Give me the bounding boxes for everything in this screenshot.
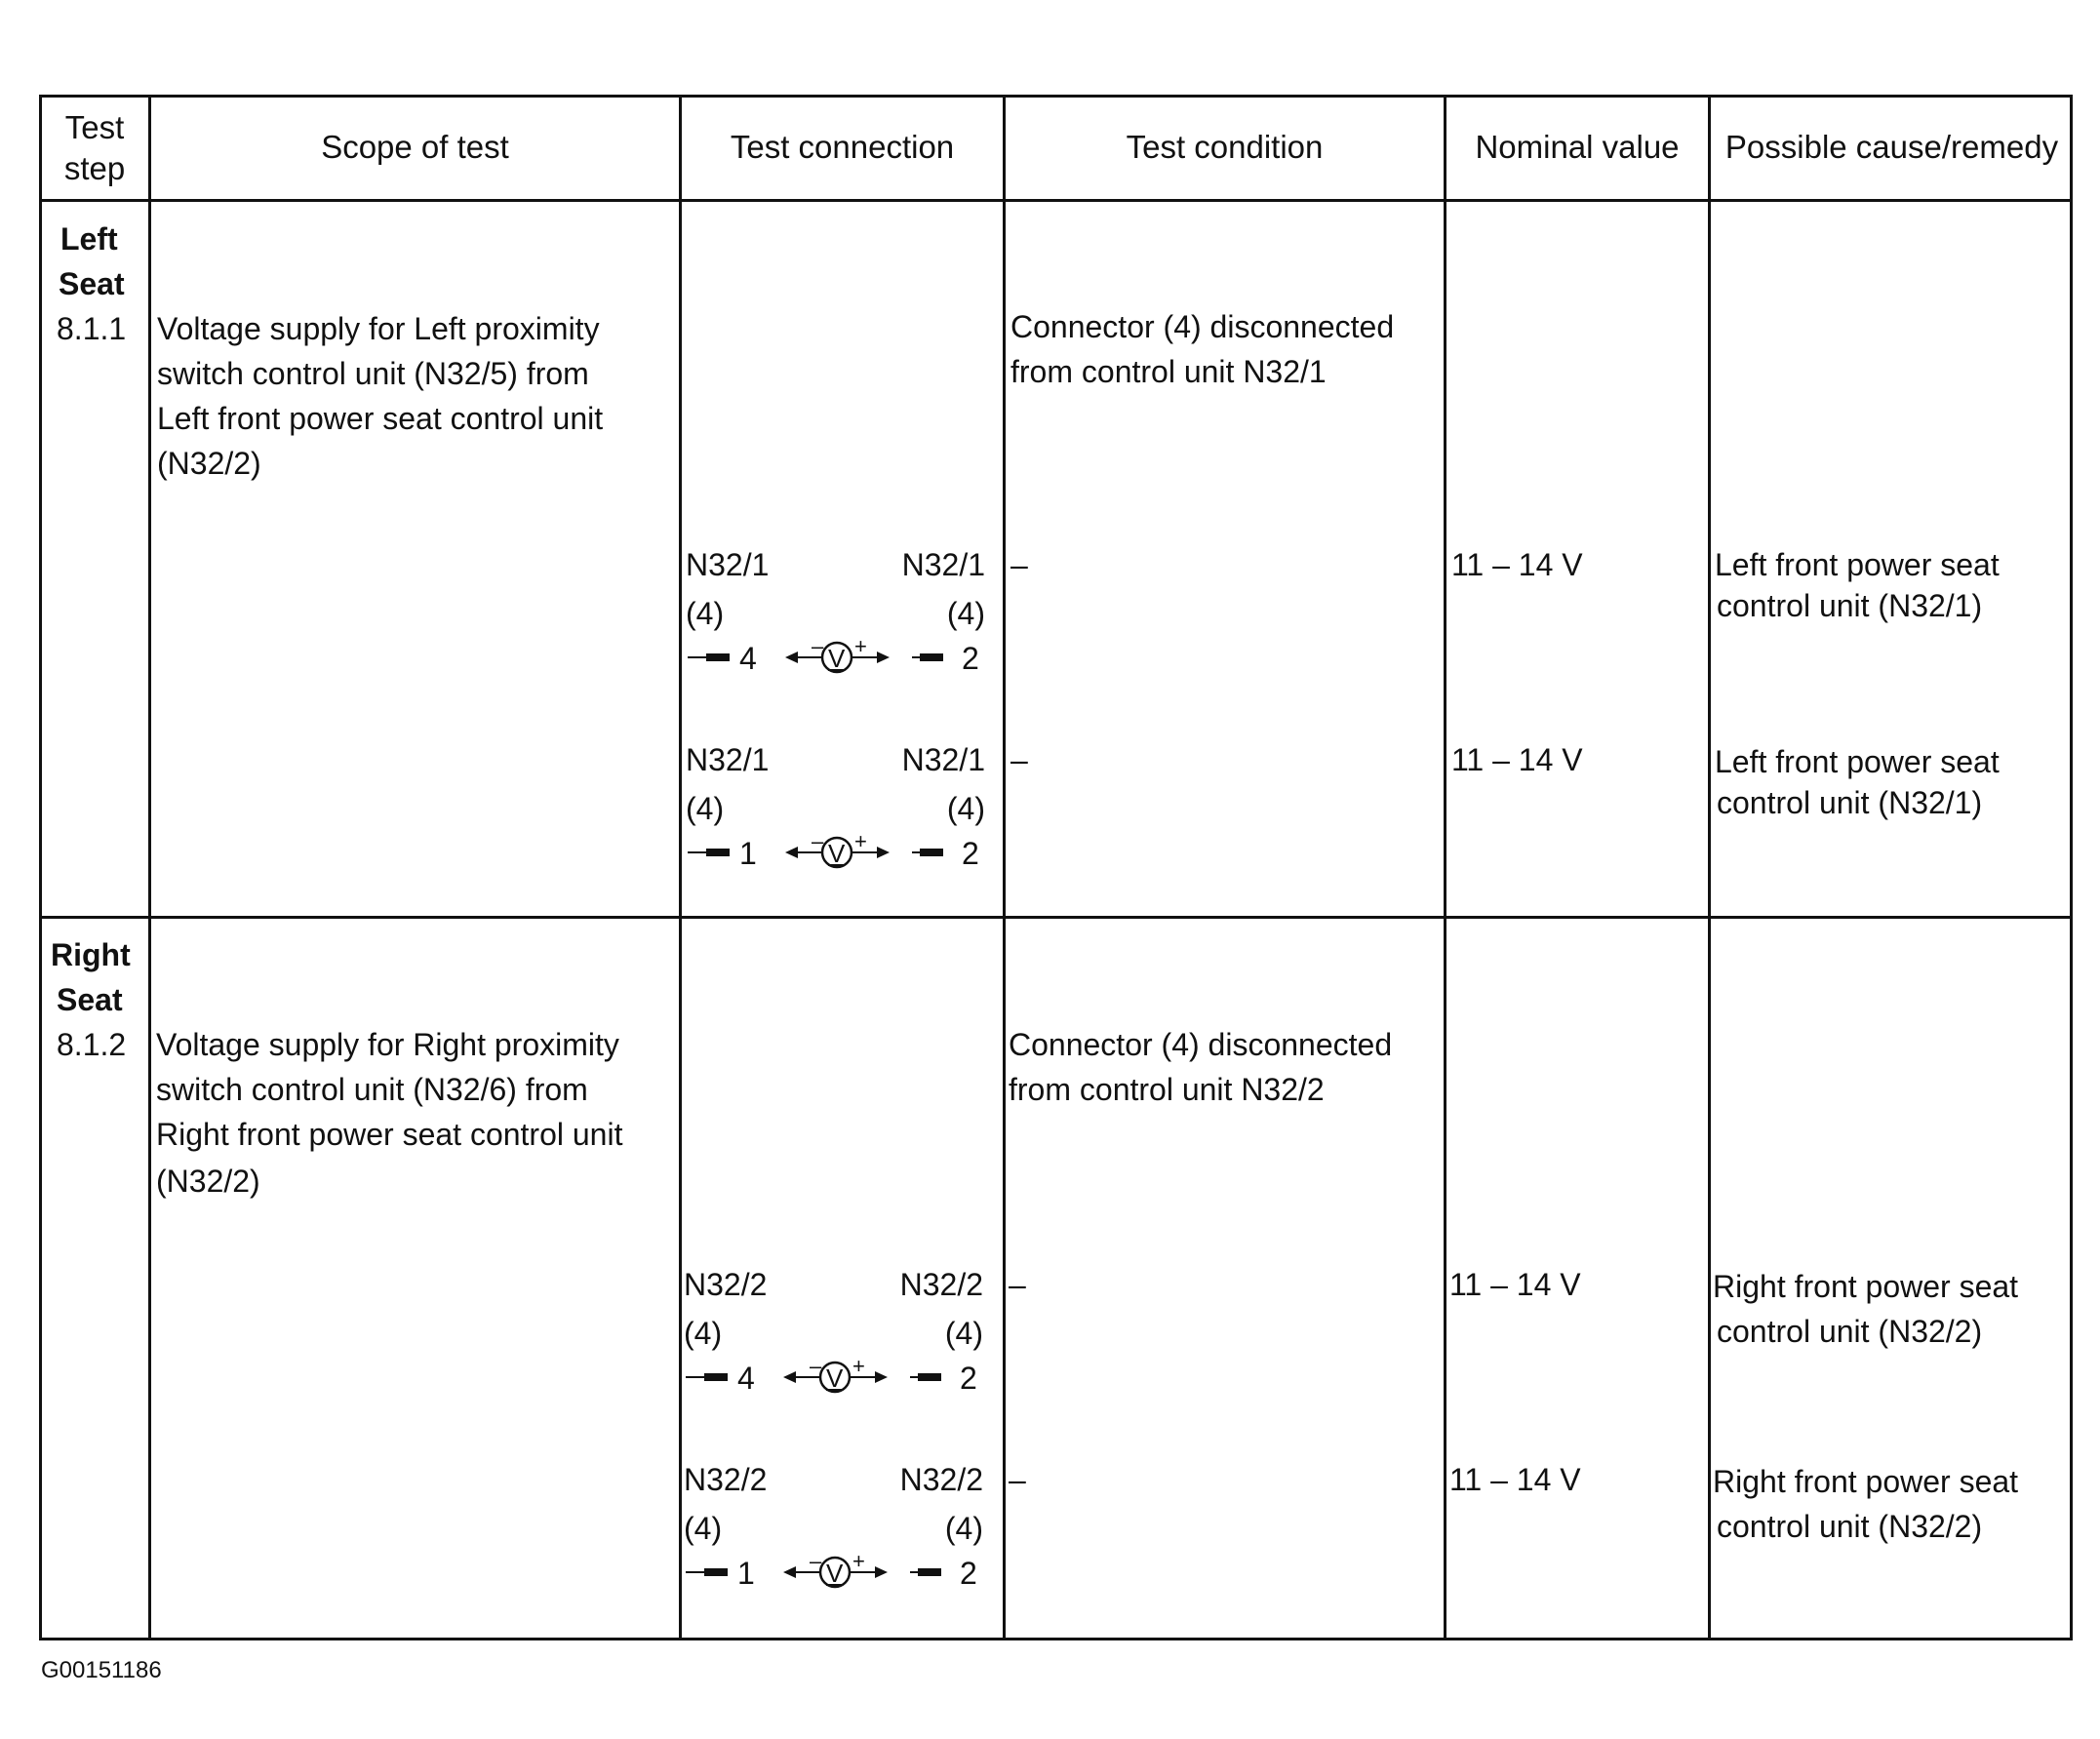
- header-connection: Test connection: [730, 129, 955, 165]
- right-pin-number: 2: [960, 1556, 977, 1591]
- cause-line: Right front power seat: [1713, 1269, 2019, 1304]
- right-unit-label: N32/2: [899, 1462, 983, 1497]
- header-condition: Test condition: [1126, 129, 1324, 165]
- test-condition-dash: –: [1010, 742, 1028, 777]
- meter-plus-sign: +: [852, 1549, 865, 1573]
- left-connector-label: (4): [686, 596, 725, 631]
- right-connector-label: (4): [946, 596, 985, 631]
- nominal-value: 11 – 14 V: [1449, 1267, 1581, 1302]
- left-pin-number: 4: [737, 1361, 755, 1396]
- left-unit-label: N32/2: [684, 1267, 768, 1302]
- cause-line: Right front power seat: [1713, 1464, 2019, 1499]
- right-connector-label: (4): [946, 791, 985, 826]
- meter-minus-sign: –: [812, 829, 824, 853]
- scope-line: Voltage supply for Left proximity: [157, 311, 600, 346]
- cause-line: control unit (N32/2): [1717, 1509, 1983, 1544]
- column-divider-1: [148, 95, 151, 1640]
- right-unit-label: N32/2: [899, 1267, 983, 1302]
- scope-line: (N32/2): [156, 1164, 260, 1199]
- header-divider: [39, 199, 2073, 202]
- left-unit-label: N32/2: [684, 1462, 768, 1497]
- right-unit-label: N32/1: [901, 742, 985, 777]
- right-pin-number: 2: [960, 1361, 977, 1396]
- nominal-value: 11 – 14 V: [1449, 1462, 1581, 1497]
- voltmeter-symbol: V: [826, 1364, 844, 1393]
- condition-line: from control unit N32/1: [1010, 354, 1327, 389]
- test-connection-diagram: [683, 542, 1005, 679]
- header-cause: Possible cause/remedy: [1724, 129, 2059, 165]
- cause-line: control unit (N32/1): [1717, 785, 1983, 820]
- section-label-seat: Seat: [59, 266, 125, 301]
- condition-line: Connector (4) disconnected: [1009, 1027, 1393, 1062]
- left-connector-label: (4): [684, 1511, 723, 1546]
- cause-line: control unit (N32/1): [1717, 588, 1983, 623]
- left-unit-label: N32/1: [686, 547, 770, 582]
- right-pin-number: 2: [962, 641, 979, 676]
- column-divider-2: [679, 95, 682, 1640]
- nominal-value: 11 – 14 V: [1451, 547, 1583, 582]
- meter-minus-sign: –: [810, 1354, 822, 1378]
- meter-minus-sign: –: [812, 634, 824, 658]
- section-divider: [39, 916, 2073, 919]
- scope-line: switch control unit (N32/6) from: [156, 1072, 588, 1107]
- scope-line: switch control unit (N32/5) from: [157, 356, 589, 391]
- right-connector-label: (4): [944, 1511, 983, 1546]
- left-pin-number: 4: [739, 641, 757, 676]
- left-connector-label: (4): [684, 1316, 723, 1351]
- condition-line: from control unit N32/2: [1009, 1072, 1325, 1107]
- cause-line: Left front power seat: [1715, 744, 2000, 779]
- left-unit-label: N32/1: [686, 742, 770, 777]
- test-condition-dash: –: [1010, 547, 1028, 582]
- section-label-seat: Seat: [57, 982, 123, 1017]
- right-pin-number: 2: [962, 836, 979, 871]
- column-divider-5: [1708, 95, 1711, 1640]
- voltmeter-symbol: V: [828, 644, 846, 673]
- test-step-number: 8.1.1: [57, 311, 127, 346]
- voltmeter-symbol: V: [828, 839, 846, 868]
- test-connection-diagram: [681, 1457, 1003, 1594]
- cause-line: Left front power seat: [1715, 547, 2000, 582]
- scope-line: (N32/2): [157, 446, 261, 481]
- header-scope: Scope of test: [321, 129, 509, 165]
- meter-plus-sign: +: [854, 634, 867, 658]
- cause-line: control unit (N32/2): [1717, 1314, 1983, 1349]
- meter-plus-sign: +: [852, 1354, 865, 1378]
- header-test-step: Test step: [63, 109, 126, 186]
- voltmeter-symbol: V: [826, 1559, 844, 1588]
- scope-line: Voltage supply for Right proximity: [156, 1027, 619, 1062]
- figure-code: G00151186: [41, 1657, 162, 1683]
- left-pin-number: 1: [737, 1556, 755, 1591]
- right-unit-label: N32/1: [901, 547, 985, 582]
- scope-line: Right front power seat control unit: [156, 1117, 623, 1152]
- section-label-left: Left: [60, 221, 118, 257]
- condition-line: Connector (4) disconnected: [1010, 309, 1395, 344]
- test-condition-dash: –: [1009, 1462, 1026, 1497]
- test-step-number: 8.1.2: [57, 1027, 127, 1062]
- scope-line: Left front power seat control unit: [157, 401, 604, 436]
- column-divider-4: [1444, 95, 1446, 1640]
- test-connection-diagram: [681, 1262, 1003, 1399]
- test-connection-diagram: [683, 737, 1005, 874]
- header-nominal: Nominal value: [1475, 129, 1680, 165]
- left-pin-number: 1: [739, 836, 757, 871]
- meter-plus-sign: +: [854, 829, 867, 853]
- left-connector-label: (4): [686, 791, 725, 826]
- meter-minus-sign: –: [810, 1549, 822, 1573]
- right-connector-label: (4): [944, 1316, 983, 1351]
- section-label-right: Right: [51, 937, 131, 972]
- nominal-value: 11 – 14 V: [1451, 742, 1583, 777]
- test-condition-dash: –: [1009, 1267, 1026, 1302]
